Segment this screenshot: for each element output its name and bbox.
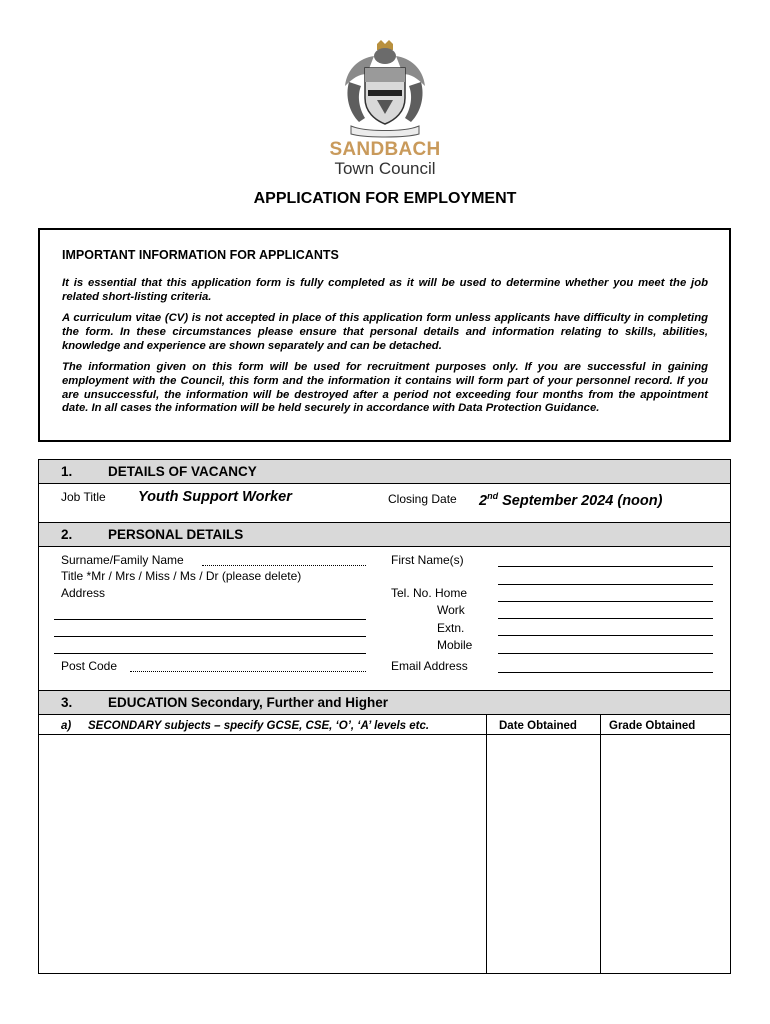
tel-mobile-label: Mobile <box>437 638 473 652</box>
info-heading: IMPORTANT INFORMATION FOR APPLICANTS <box>62 248 339 262</box>
address-line-1[interactable] <box>54 619 366 620</box>
column-secondary-subjects: SECONDARY subjects – specify GCSE, CSE, ‘O’, ‘A’ levels etc. <box>88 720 430 732</box>
tel-work-label: Work <box>437 603 465 617</box>
tel-extn-field[interactable] <box>498 635 713 636</box>
brand-name: SANDBACH <box>329 139 441 160</box>
section-number: 1. <box>61 464 73 479</box>
address-label: Address <box>61 586 106 600</box>
surname-field[interactable] <box>202 565 366 566</box>
page-title: APPLICATION FOR EMPLOYMENT <box>253 190 517 207</box>
section-1-header <box>38 459 731 484</box>
first-names-label: First Name(s) <box>391 553 464 567</box>
section-number: 3. <box>61 695 73 710</box>
grade-obtained-cell[interactable] <box>602 736 729 972</box>
first-names-field-2[interactable] <box>498 584 713 585</box>
job-title-value[interactable]: Youth Support Worker <box>138 489 292 505</box>
date-obtained-cell[interactable] <box>488 736 598 972</box>
brand-subtitle: Town Council <box>334 159 436 178</box>
column-grade-obtained: Grade Obtained <box>609 720 696 732</box>
closing-day: 2 <box>479 492 488 509</box>
tel-extn-label: Extn. <box>437 621 465 635</box>
address-line-3[interactable] <box>54 653 366 654</box>
section-number: 2. <box>61 527 73 542</box>
info-paragraph: It is essential that this application form is fully completed as it will be used to determine whether you meet the job related short-listing criteria. <box>62 277 708 303</box>
info-paragraph: A curriculum vitae (CV) is not accepted in place of this application form unless applicants have difficulty in completing the form. In these circumstances please ensure that personal details and information relating to skills, abilities, knowledge and experience are shown separately and can be detached. <box>62 312 708 352</box>
postcode-field[interactable] <box>130 671 366 672</box>
info-paragraph: The information given on this form will be used for recruitment purposes only. If you are successful in gaining employment with the Council, this form and the information it contains will form part of your personnel record. If you are unsuccessful, the information will be destroyed after a period not exceeding four months from the appointment date. In all cases the information will be held securely in accordance with Data Protection Guidance. <box>62 361 708 415</box>
tel-mobile-field[interactable] <box>498 653 713 654</box>
surname-label: Surname/Family Name <box>61 553 184 567</box>
job-title-label: Job Title <box>61 490 106 504</box>
secondary-subjects-cell[interactable] <box>40 736 484 972</box>
tel-work-field[interactable] <box>498 618 713 619</box>
tel-home-field[interactable] <box>498 601 713 602</box>
section-title: PERSONAL DETAILS <box>108 527 244 542</box>
postcode-label: Post Code <box>61 659 118 673</box>
first-names-field[interactable] <box>498 566 713 567</box>
closing-day-suffix: nd <box>487 491 499 501</box>
tel-home-label: Tel. No. Home <box>391 586 468 600</box>
section-title: EDUCATION Secondary, Further and Higher <box>108 695 389 710</box>
town-crest-logo <box>335 38 435 138</box>
email-label: Email Address <box>391 659 468 673</box>
section-title: DETAILS OF VACANCY <box>108 464 257 479</box>
table-header-rule <box>38 734 731 735</box>
closing-date-label: Closing Date <box>388 492 457 506</box>
email-field[interactable] <box>498 672 713 673</box>
closing-date-value[interactable] <box>479 491 662 509</box>
column-a-marker: a) <box>61 720 72 732</box>
important-information-box <box>38 228 731 442</box>
column-divider <box>486 715 487 974</box>
column-date-obtained: Date Obtained <box>499 720 577 732</box>
address-line-2[interactable] <box>54 636 366 637</box>
section-3-header <box>38 690 731 715</box>
column-divider <box>600 715 601 974</box>
title-label: Title *Mr / Mrs / Miss / Ms / Dr (please delete) <box>61 569 302 583</box>
closing-date-rest: September 2024 (noon) <box>498 492 663 509</box>
section-2-header <box>38 522 731 547</box>
